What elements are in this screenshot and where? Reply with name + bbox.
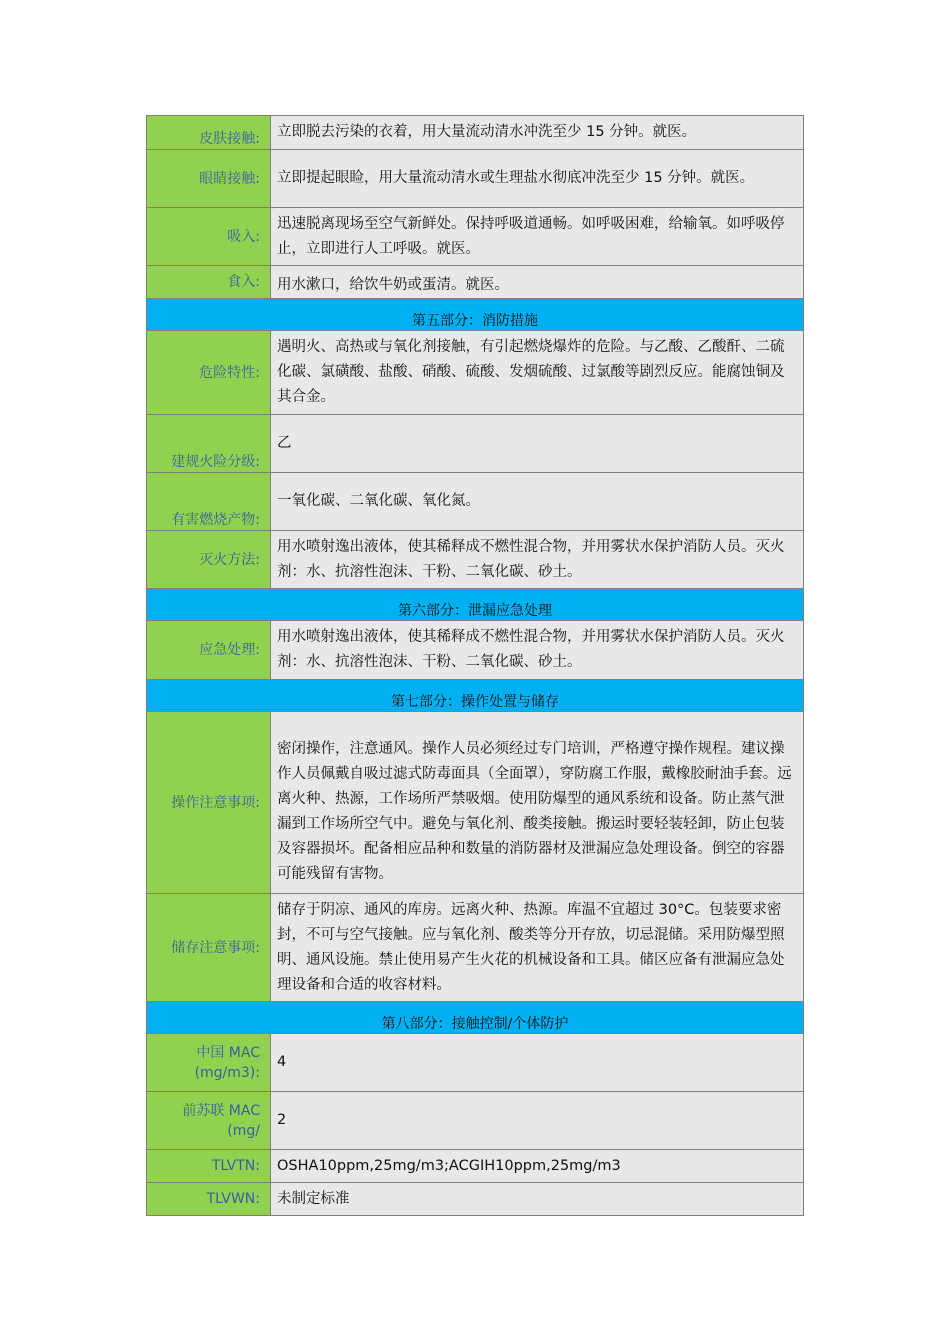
table-row bbox=[147, 473, 804, 531]
row-label: 有害燃烧产物: bbox=[147, 473, 271, 531]
row-value: OSHA10ppm,25mg/m3;ACGIH10ppm,25mg/m3 bbox=[271, 1150, 804, 1183]
section-row bbox=[147, 680, 804, 712]
row-value: 一氧化碳、二氧化碳、氧化氮。 bbox=[271, 473, 804, 531]
row-value: 未制定标准 bbox=[271, 1183, 804, 1216]
row-value: 2 bbox=[271, 1092, 804, 1150]
row-label: 吸入: bbox=[147, 208, 271, 266]
section-title: 第七部分：操作处置与储存 bbox=[147, 680, 804, 712]
section-title: 第六部分：泄漏应急处理 bbox=[147, 589, 804, 621]
section-row bbox=[147, 1002, 804, 1034]
row-value: 立即脱去污染的衣着，用大量流动清水冲洗至少 15 分钟。就医。 bbox=[271, 116, 804, 150]
row-label: 灭火方法: bbox=[147, 531, 271, 589]
row-label: 储存注意事项: bbox=[147, 894, 271, 1002]
table-row bbox=[147, 266, 804, 299]
row-value: 储存于阴凉、通风的库房。远离火种、热源。库温不宜超过 30°C。包装要求密封，不可与空气接触。应与氧化剂、酸类等分开存放，切忌混储。采用防爆型照明、通风设施。禁止使用易产生火花的机械设备和工具。储区应备有泄漏应急处理设备和合适的收容材料。 bbox=[271, 894, 804, 1002]
section-title: 第五部分：消防措施 bbox=[147, 299, 804, 331]
section-row bbox=[147, 299, 804, 331]
row-value: 4 bbox=[271, 1034, 804, 1092]
msds-table bbox=[146, 115, 804, 1216]
row-label: 中国 MAC (mg/m3): bbox=[147, 1034, 271, 1092]
row-value: 用水喷射逸出液体，使其稀释成不燃性混合物，并用雾状水保护消防人员。灭火剂：水、抗溶性泡沫、干粉、二氧化碳、砂土。 bbox=[271, 621, 804, 680]
table-row bbox=[147, 894, 804, 1002]
row-value: 用水漱口，给饮牛奶或蛋清。就医。 bbox=[271, 266, 804, 299]
table-row bbox=[147, 621, 804, 680]
row-label: 建规火险分级: bbox=[147, 415, 271, 473]
row-value: 乙 bbox=[271, 415, 804, 473]
row-label: 皮肤接触: bbox=[147, 116, 271, 150]
row-label: 食入: bbox=[147, 266, 271, 299]
table-row bbox=[147, 415, 804, 473]
section-title: 第八部分：接触控制/个体防护 bbox=[147, 1002, 804, 1034]
row-label: 危险特性: bbox=[147, 331, 271, 415]
row-value: 立即提起眼睑，用大量流动清水或生理盐水彻底冲洗至少 15 分钟。就医。 bbox=[271, 150, 804, 208]
section-row bbox=[147, 589, 804, 621]
row-label: TLVTN: bbox=[147, 1150, 271, 1183]
row-label: 前苏联 MAC (mg/ bbox=[147, 1092, 271, 1150]
table-row bbox=[147, 208, 804, 266]
table-row bbox=[147, 712, 804, 894]
table-row bbox=[147, 531, 804, 589]
table-row bbox=[147, 150, 804, 208]
row-value: 遇明火、高热或与氧化剂接触，有引起燃烧爆炸的危险。与乙酸、乙酸酐、二硫化碳、氯磺酸、盐酸、硝酸、硫酸、发烟硫酸、过氯酸等剧烈反应。能腐蚀铜及其合金。 bbox=[271, 331, 804, 415]
row-label: TLVWN: bbox=[147, 1183, 271, 1216]
row-label: 操作注意事项: bbox=[147, 712, 271, 894]
row-value: 用水喷射逸出液体，使其稀释成不燃性混合物，并用雾状水保护消防人员。灭火剂：水、抗溶性泡沫、干粉、二氧化碳、砂土。 bbox=[271, 531, 804, 589]
table-row bbox=[147, 331, 804, 415]
row-value: 密闭操作，注意通风。操作人员必须经过专门培训，严格遵守操作规程。建议操作人员佩戴自吸过滤式防毒面具（全面罩），穿防腐工作服，戴橡胶耐油手套。远离火种、热源，工作场所严禁吸烟。使用防爆型的通风系统和设备。防止蒸气泄漏到工作场所空气中。避免与氧化剂、酸类接触。搬运时要轻装轻卸，防止包装及容器损坏。配备相应品种和数量的消防器材及泄漏应急处理设备。倒空的容器可能残留有害物。 bbox=[271, 712, 804, 894]
row-label: 眼睛接触: bbox=[147, 150, 271, 208]
table-row bbox=[147, 1150, 804, 1183]
row-label: 应急处理: bbox=[147, 621, 271, 680]
table-row bbox=[147, 116, 804, 150]
table-row bbox=[147, 1183, 804, 1216]
table-row bbox=[147, 1034, 804, 1092]
table-row bbox=[147, 1092, 804, 1150]
row-value: 迅速脱离现场至空气新鲜处。保持呼吸道通畅。如呼吸困难，给输氧。如呼吸停止，立即进行人工呼吸。就医。 bbox=[271, 208, 804, 266]
